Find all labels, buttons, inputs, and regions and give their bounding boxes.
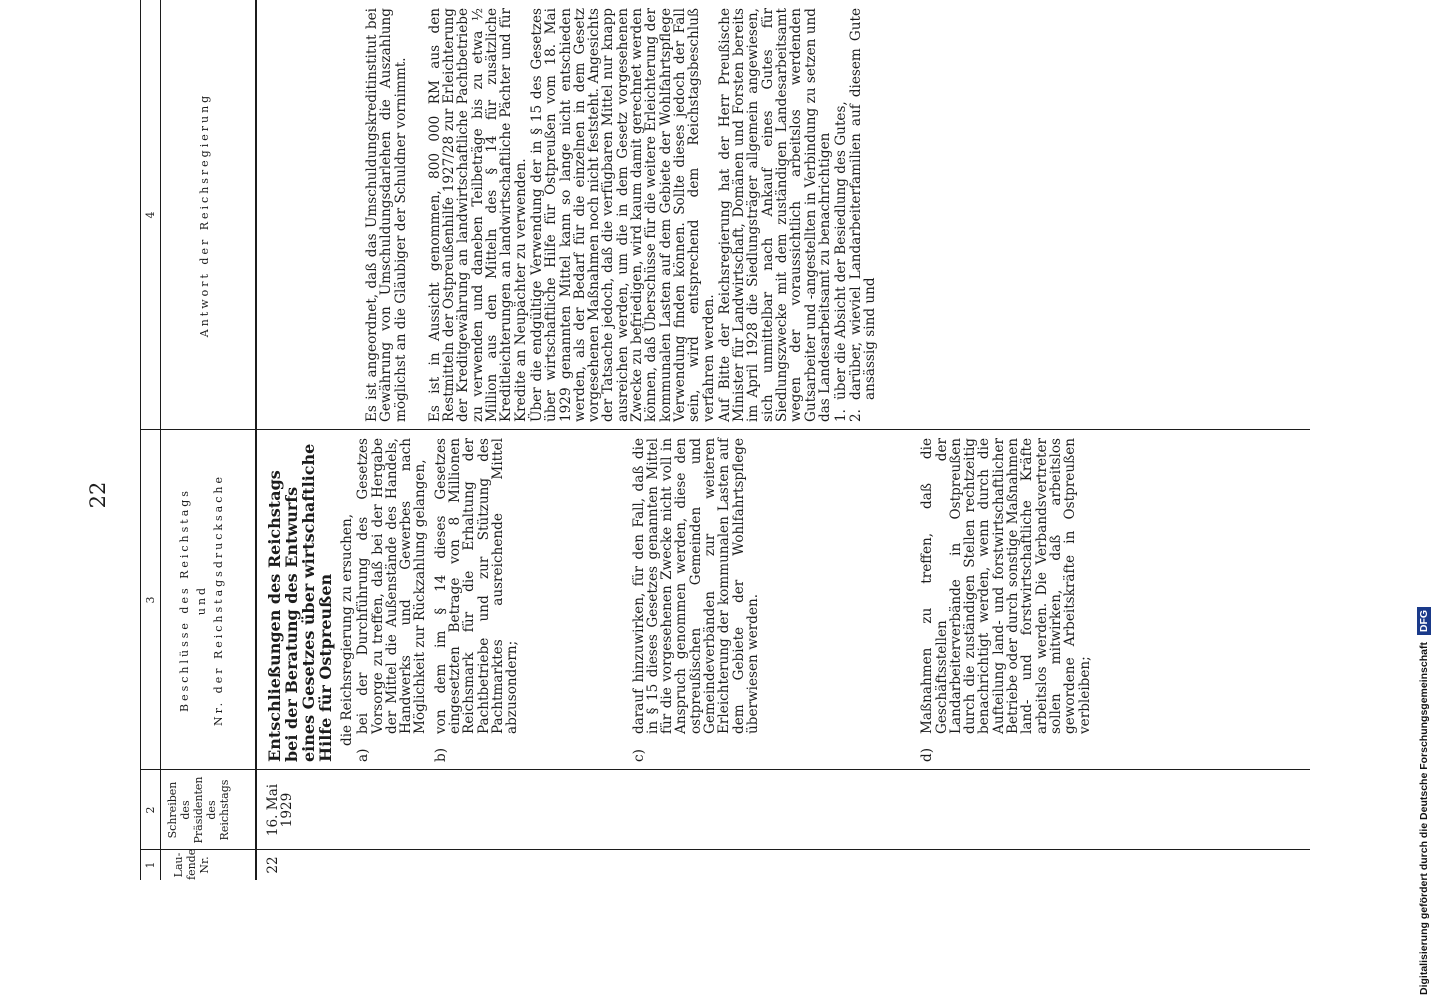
col3-header — [178, 430, 225, 770]
item-marker: b) — [432, 747, 449, 762]
item-text: Maßnahmen zu treffen, daß die Geschäftsstellen der Landarbeiterverbände in Ostpreußen durch die zuständigen Stellen rechtzeitig benachrichtigt werden, wenn durch die Aufteilung land- und forstwirtschaftlicher Betriebe oder durch sonstige Maßnahmen land- und forstwirtschaftliche Kräfte arbeitslos werden. Die Verbandsvertreter sollen mitwirken, daß arbeitslos gewordene Arbeitskräfte in Ostpreußen verbleiben; — [919, 438, 1093, 734]
answer-d: Auf Bitte der Reichsregierung hat der Herr Preußische Minister für Landwirtschaft, Domänen und Forsten bereits im April 1928 die Siedlungsträger allgemein angewiesen, sich unmittelbar nach Ankauf eines Gutes für Siedlungszwecke mit dem zuständigen Landesarbeitsamt wegen der voraussichtlich arbeitslos werdenden Gutsarbeiter und -angestellten in Verbindung zu setzen und das Landesarbeitsamt zu benachrichtigen — [716, 8, 833, 422]
col1-header-line: Nr. — [198, 856, 211, 874]
resolution-item-b — [434, 438, 520, 762]
resolution-heading: Entschließungen des Reichstags bei der Beratung des Entwurfs eines Gesetzes über wirtschaftliche Hilfe für Ostpreußen — [265, 443, 335, 762]
col2-header-line: des — [179, 800, 192, 820]
item-marker: a) — [355, 748, 372, 762]
answer-a: Es ist angeordnet, daß das Umschuldungskreditinstitut bei Gewährung von Umschuldungsdarlehen die Auszahlung möglichst an die Gläubiger der Schuldner vornimmt. — [364, 8, 409, 422]
col-number-3: 3 — [144, 596, 157, 604]
col1-right-rule — [140, 849, 1310, 850]
item-text: darauf hinzuwirken, für den Fall, daß die in § 15 dieses Gesetzes genannten Mittel für die vorgesehenen Zwecke nicht voll in Anspruch genommen werden, diese den ostpreußischen Gemeinden und Gemeindeverbänden zur weiteren Erleichterung der kommunalen Lasten auf dem Gebiete der Wohlfahrtspflege überwiesen werden. — [630, 438, 761, 734]
col2-header-line: des — [205, 800, 218, 820]
sub-marker: 2. — [847, 409, 864, 422]
col3-right-rule — [140, 429, 1310, 430]
credit-text: Digitalisierung gefördert durch die Deutsche Forschungsgemeinschaft — [1418, 642, 1430, 995]
answer-column — [365, 8, 877, 422]
entry-date-year: 1929 — [279, 792, 296, 828]
col2-header-line: Schreiben — [166, 781, 179, 839]
col3-header-line: Nr. der Reichstagsdrucksache — [212, 474, 225, 727]
resolution-column — [266, 438, 1092, 762]
answer-d-sub-1 — [834, 8, 848, 422]
col2-header-line: Reichstags — [218, 779, 231, 841]
sub-text: darüber, wieviel Landarbeiterfamilien auf diesem Gute ansässig sind und — [847, 8, 878, 400]
resolution-item-d — [920, 438, 1092, 762]
col1-header-line: Lau- — [172, 852, 185, 878]
col1-header — [172, 850, 211, 880]
item-marker: d) — [919, 747, 936, 762]
answer-d-sub-2 — [849, 8, 878, 422]
table-top-rule — [140, 0, 141, 880]
entry-date — [266, 770, 295, 850]
answer-c: Über die endgültige Verwendung der in § 15 des Gesetzes über wirtschaftliche Hilfe für Ostpreußen vom 18. Mai 1929 genannten Mittel kann so lange nicht entschieden werden, als der Bedarf für die einzelnen in dem Gesetz vorgesehenen Maßnahmen noch nicht feststeht. Angesichts der Tatsache jedoch, daß die verfügbaren Mittel nur knapp ausreichen werden, um die in dem Gesetz vorgesehenen Zwecke zu befriedigen, wird kaum damit gerechnet werden können, daß Überschüsse für die weitere Erleichterung der kommunalen Lasten auf dem Gebiete der Wohlfahrtspflege Verwendung finden können. Sollte dieses jedoch der Fall sein, wird entsprechend dem Reichstagsbeschluß verfahren werden. — [528, 8, 717, 422]
entry-date-day: 16. Mai — [265, 783, 281, 837]
item-text: von dem im § 14 dieses Gesetzes eingesetzten Betrage von 8 Millionen Reichsmark für die Erhaltung der Pachtbetriebe und zur Stützung des Pachtmarktes ausreichende Mittel abzusondern; — [432, 438, 521, 734]
resolution-intro: die Reichsregierung zu ersuchen, — [339, 513, 355, 746]
col4-header: Antwort der Reichsregierung — [198, 92, 211, 338]
resolution-item-c — [632, 438, 761, 762]
sub-text: über die Absicht der Besiedlung des Gutes, — [833, 101, 850, 400]
resolution-item-a — [356, 438, 427, 762]
dfg-logo: DFG — [1417, 607, 1431, 635]
item-marker: c) — [630, 749, 647, 762]
col-number-2: 2 — [144, 806, 157, 814]
digitization-credit — [1413, 10, 1434, 995]
col-number-1: 1 — [144, 861, 157, 869]
colnum-rule — [160, 0, 161, 880]
col3-header-line: und — [195, 584, 208, 616]
answer-b: Es ist in Aussicht genommen, 800 000 RM aus den Restmitteln der Ostpreußenhilfe 1927/28 zur Erleichterung der Kreditgewährung an landwirtschaftliche Pachtbetriebe zu verwenden und daneben Teilbeträge bis zu etwa ½ Million aus den Mitteln des § 14 für zusätzliche Kreditleichterungen an landwirtschaftliche Pächter und für Kredite an Neupächter zu verwenden. — [426, 8, 529, 422]
col3-header-line: Beschlüsse des Reichstags — [178, 488, 191, 712]
col2-header-line: Präsidenten — [192, 776, 205, 844]
entry-number: 22 — [265, 856, 281, 874]
header-bottom-rule — [255, 0, 257, 880]
col2-right-rule — [140, 769, 1310, 770]
col1-header-line: fende — [185, 848, 198, 880]
page-number: 22 — [86, 481, 110, 509]
item-text: bei der Durchführung des Gesetzes Vorsorge zu treffen, daß bei der Hergabe der Mittel die Außenstände des Handels, Handwerks und Gewerbes nach Möglichkeit zur Rückzahlung gelangen, — [355, 438, 429, 734]
sub-marker: 1. — [833, 409, 850, 422]
col-number-4: 4 — [144, 211, 157, 219]
col2-header — [166, 770, 231, 850]
